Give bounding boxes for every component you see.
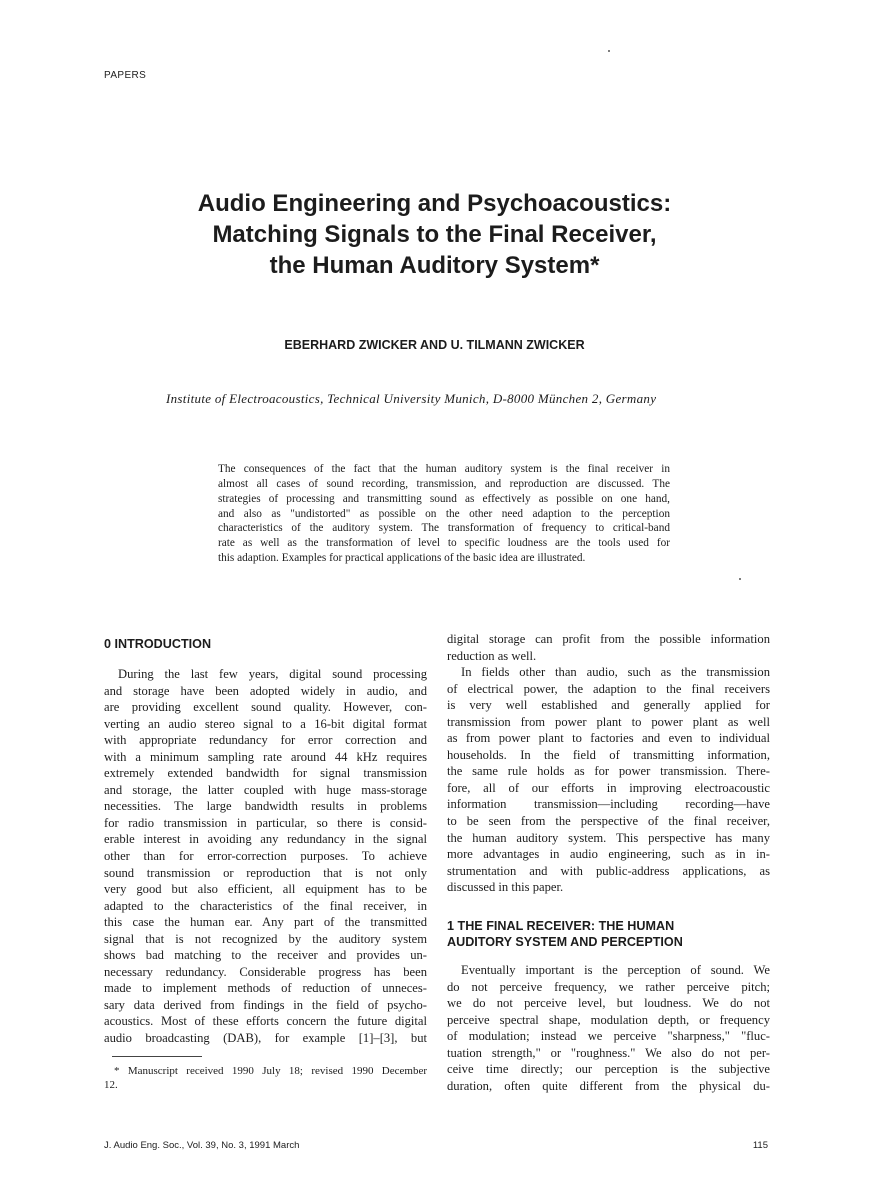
text-line: Eventually important is the perception of sound. We [461,963,770,977]
abstract-line: strategies of processing and transmitting sound as effectively as possible on one hand, [218,492,670,505]
text-line: perceive spectral shape, modulation depth, or frequency [447,1012,770,1027]
text-line: verting an audio stereo signal to a 16-bit digital format [104,716,427,731]
abstract [218,462,670,566]
heading-line: AUDITORY SYSTEM AND PERCEPTION [447,935,683,949]
text-line: the same rule holds as for power transmission. There- [447,764,770,779]
footnote-rule [112,1056,202,1057]
text-line: sary data derived from findings in the field of psycho- [104,997,427,1012]
text-line: During the last few years, digital sound processing [118,667,427,681]
text-line: made to implement methods of reduction of unneces- [104,981,427,996]
text-line: In fields other than audio, such as the transmission [461,665,770,680]
scan-speck [608,50,610,52]
text-line: to be seen from the perspective of the final receiver, [447,814,770,829]
text-line: reduction as well. [447,648,537,663]
text-line: digital storage can profit from the possible information [447,632,770,646]
footnote-line: 12. [104,1079,118,1091]
text-line: adapted to the characteristics of the final receiver, in [104,898,427,913]
text-line: fore, all of our efforts in improving electroacoustic [447,780,770,795]
text-line: extremely extended bandwidth for signal transmission [104,766,427,781]
paper-title [0,188,869,281]
text-line: strumentation and with public-address applications, as [447,863,770,878]
text-line: with appropriate redundancy for error correction and [104,733,427,748]
text-line: duration, often quite different from the physical du- [447,1078,770,1093]
text-line: information transmission—including recording—have [447,797,770,812]
section1-text [447,962,770,1094]
text-line: this case the human ear. Any part of the transmitted [104,915,427,930]
text-line: of modulation; instead we perceive "sharpness," "fluc- [447,1029,770,1044]
text-line: discussed in this paper. [447,880,564,895]
section-heading-final-receiver [447,918,770,950]
left-column-text [104,666,427,1047]
abstract-line: rate as well as the transformation of level to specific loudness are the tools used for [218,537,670,550]
text-line: with a minimum sampling rate around 44 kHz requires [104,749,427,764]
text-line: for radio transmission in particular, so there is consid- [104,815,427,830]
text-line: the human auditory system. This perspective has many [447,830,770,845]
text-line: are providing excellent sound quality. However, con- [104,700,427,715]
text-line: erable interest in avoiding any redundancy in the signal [104,832,427,847]
text-line: sound transmission or reproduction that is not only [104,865,427,880]
right-column-text [447,631,770,896]
text-line: ceive time directly; our perception is the subjective [447,1062,770,1077]
text-line: other than for error-correction purposes. To achieve [104,849,427,864]
text-line: audio broadcasting (DAB), for example [1]–[3], but [104,1031,427,1046]
text-line: very good but also efficient, all equipment has to be [104,882,427,897]
scan-speck [739,578,741,580]
title-line: Matching Signals to the Final Receiver, [212,221,657,248]
abstract-line: almost all cases of sound recording, transmission, and reproduction are discussed. The [218,477,670,490]
text-line: necessities. The large bandwidth results in problems [104,799,427,814]
title-line: Audio Engineering and Psychoacoustics: [197,190,672,217]
text-line: necessary redundancy. Considerable progress has been [104,964,427,979]
text-line: tuation strength," or "roughness." We also do not per- [447,1045,770,1060]
text-line: as from power plant to factories and even to individual [447,731,770,746]
footnote [104,1064,427,1092]
abstract-line: and also as "undistorted" as possible on the other need adaption to the perception [218,507,670,520]
text-line: transmission from power plant to power plant as well [447,714,770,729]
text-line: is very well established and generally applied for [447,698,770,713]
text-line: and storage have been adopted widely in audio, and [104,683,427,698]
text-line: and storage, the latter coupled with huge mass-storage [104,782,427,797]
text-line: acoustics. Most of these efforts concern the future digital [104,1014,427,1029]
heading-line: 1 THE FINAL RECEIVER: THE HUMAN [447,919,675,933]
abstract-line: this adaption. Examples for practical applications of the basic idea are illustrated. [218,552,586,565]
section-heading-introduction: 0 INTRODUCTION [104,637,212,651]
abstract-line: The consequences of the fact that the human auditory system is the final receiver in [218,463,670,475]
footnote-line: * Manuscript received 1990 July 18; revised 1990 December [114,1065,427,1077]
text-line: we do not perceive level, but loudness. We do not [447,996,770,1011]
title-line: the Human Auditory System* [269,252,600,279]
text-line: households. In the field of transmitting information, [447,747,770,762]
text-line: do not perceive frequency, we rather perceive pitch; [447,979,770,994]
affiliation: Institute of Electroacoustics, Technical University Munich, D-8000 München 2, Germany [166,391,657,406]
text-line: of electrical power, the adaption to the final receivers [447,681,770,696]
journal-citation: J. Audio Eng. Soc., Vol. 39, No. 3, 1991 March [104,1140,300,1151]
text-line: more advantages in audio engineering, such as in in- [447,847,770,862]
page-number: 115 [752,1140,768,1151]
section-label: PAPERS [104,70,147,81]
authors: EBERHARD ZWICKER AND U. TILMANN ZWICKER [284,338,585,352]
text-line: shows bad matching to the receiver and provides un- [104,948,427,963]
abstract-line: characteristics of the auditory system. The transformation of frequency to critical-band [218,522,670,535]
text-line: signal that is not recognized by the auditory system [104,931,427,946]
